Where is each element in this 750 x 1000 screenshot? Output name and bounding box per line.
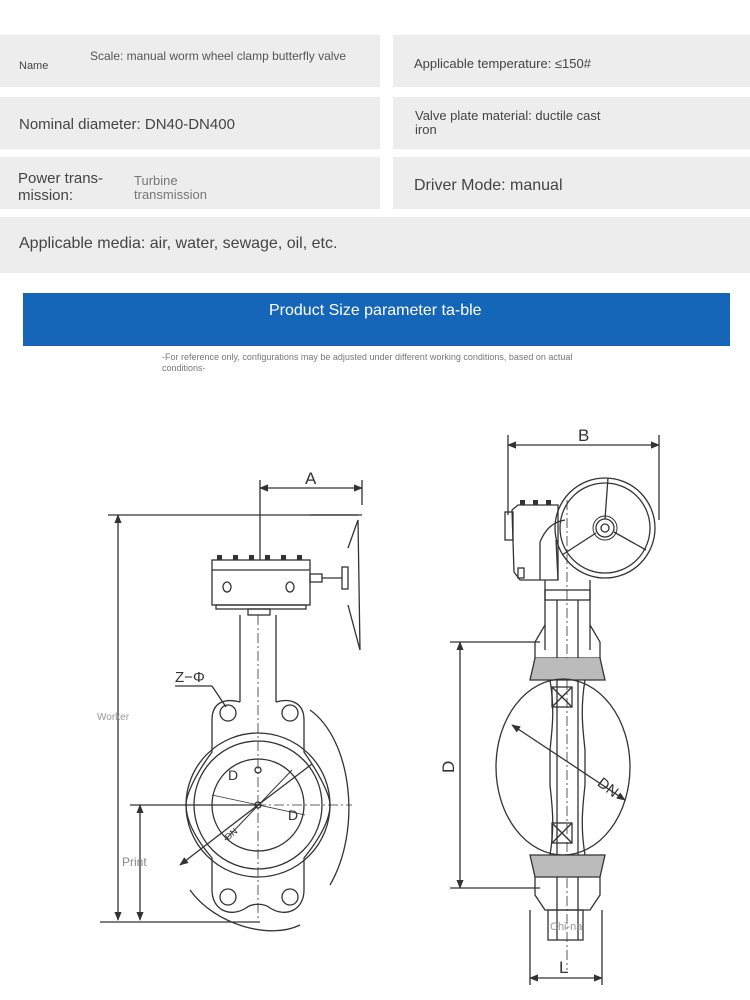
size-table-banner <box>23 293 730 346</box>
banner-title: Product Size parameter ta-ble <box>269 302 482 319</box>
name-value: Scale: manual worm wheel clamp butterfly valve <box>90 49 347 63</box>
spec-cell-driver-mode <box>393 157 750 209</box>
overlay-worker: Worker <box>97 712 130 723</box>
media-text: Applicable media: air, water, sewage, oil, etc. <box>19 235 338 252</box>
label-l: L <box>559 958 569 977</box>
spec-cell-nominal-diameter <box>0 97 380 149</box>
label-z: Z−Φ <box>175 669 205 686</box>
svg-text:D: D <box>228 767 239 783</box>
valve-plate-text: Valve plate material: ductile cast iron <box>415 108 601 138</box>
spec-cell-media <box>0 217 750 273</box>
name-label: Name <box>19 60 49 72</box>
svg-text:DN: DN <box>222 826 240 843</box>
label-dn: DN <box>593 774 622 802</box>
nominal-diameter-text: Nominal diameter: DN40-DN400 <box>19 116 235 133</box>
spec-cell-valve-plate <box>393 97 750 149</box>
driver-mode-text: Driver Mode: manual <box>414 177 563 194</box>
valve-drawing <box>0 380 750 1000</box>
label-b: B <box>578 426 590 445</box>
overlay-china: Chi-na <box>550 921 583 933</box>
svg-text:D: D <box>288 807 299 823</box>
power-label: Power trans-mission: <box>18 170 104 204</box>
side-view <box>439 426 659 985</box>
label-d: D <box>439 760 458 773</box>
spec-cell-temperature <box>393 35 750 87</box>
temperature-text: Applicable temperature: ≤150# <box>414 56 591 71</box>
reference-note: -For reference only, configurations may be adjusted under different working conditions, based on actual conditions- <box>162 352 573 373</box>
power-value: Turbine transmission <box>134 173 207 203</box>
overlay-print: Print <box>122 855 147 869</box>
spec-cell-power <box>0 157 380 209</box>
label-a: A <box>305 469 317 488</box>
spec-cell-name <box>0 35 380 87</box>
